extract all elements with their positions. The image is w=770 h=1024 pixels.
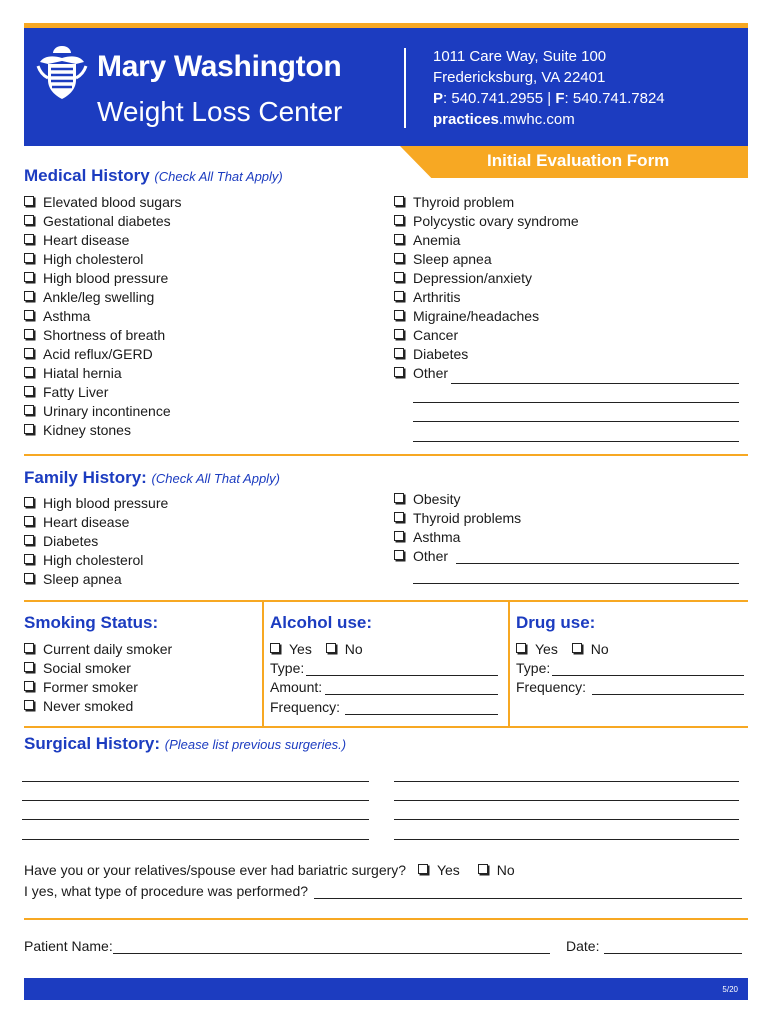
alcohol-type-label: Type:: [270, 660, 305, 676]
alcohol-amount-field[interactable]: [325, 694, 498, 695]
eagle-shield-logo-icon: [34, 42, 90, 104]
family-history-item[interactable]: [24, 494, 168, 513]
medical-history-label: Other: [413, 365, 449, 381]
medical-history-label: High blood pressure: [43, 270, 169, 286]
drug-frequency-label: Frequency:: [516, 679, 587, 695]
medical-history-label: Urinary incontinence: [43, 403, 171, 419]
surgical-history-title: [24, 734, 346, 754]
checkbox[interactable]: [24, 573, 34, 583]
family-history-label: Diabetes: [43, 533, 99, 549]
checkbox[interactable]: [24, 215, 34, 225]
alcohol-yes-label: Yes: [289, 641, 312, 657]
drug-type-field[interactable]: [552, 675, 744, 676]
family-history-item[interactable]: [394, 509, 521, 528]
checkbox[interactable]: [24, 386, 34, 396]
medical-history-item[interactable]: [394, 269, 579, 288]
medical-history-label: Diabetes: [413, 346, 469, 362]
surgery-entry-line[interactable]: [394, 839, 739, 840]
medical-history-label: Depression/anxiety: [413, 270, 533, 286]
section-divider: [24, 726, 748, 728]
checkbox[interactable]: [394, 272, 404, 282]
drug-type-label: Type:: [516, 660, 551, 676]
family-other-line-2[interactable]: [413, 583, 739, 584]
family-history-item[interactable]: [394, 490, 521, 509]
medical-history-label: Shortness of breath: [43, 327, 166, 343]
medical-history-label: Arthritis: [413, 289, 461, 305]
surgery-entry-line[interactable]: [22, 839, 369, 840]
medical-history-item[interactable]: [24, 364, 182, 383]
surgery-entry-line[interactable]: [394, 819, 739, 820]
medical-history-label: High cholesterol: [43, 251, 144, 267]
medical-history-label: Gestational diabetes: [43, 213, 171, 229]
medical-history-item[interactable]: [394, 288, 579, 307]
checkbox[interactable]: [394, 215, 404, 225]
medical-history-item[interactable]: [24, 383, 182, 402]
medical-history-label: Fatty Liver: [43, 384, 109, 400]
checkbox[interactable]: [394, 493, 404, 503]
other-line-4[interactable]: [413, 441, 739, 442]
medical-history-item[interactable]: [24, 269, 182, 288]
family-history-hint: (Check All That Apply): [151, 471, 280, 486]
column-divider: [508, 601, 510, 726]
surgery-entry-line[interactable]: [394, 781, 739, 782]
family-history-label: High cholesterol: [43, 552, 144, 568]
checkbox[interactable]: [394, 367, 404, 377]
checkbox[interactable]: [24, 196, 34, 206]
brand-subtitle: Weight Loss Center: [97, 96, 343, 127]
bariatric-question: Have you or your relatives/spouse ever had bariatric surgery?: [24, 862, 407, 878]
medical-history-item[interactable]: [24, 250, 182, 269]
medical-history-item[interactable]: [24, 421, 182, 440]
checkbox[interactable]: [24, 405, 34, 415]
surgical-history-hint: (Please list previous surgeries.): [164, 737, 347, 752]
medical-history-item[interactable]: [24, 212, 182, 231]
medical-history-item[interactable]: [394, 212, 579, 231]
drug-no-label: No: [590, 641, 609, 657]
family-history-item[interactable]: [24, 551, 168, 570]
bariatric-no-checkbox[interactable]: [478, 864, 488, 874]
date-field[interactable]: [604, 953, 742, 954]
checkbox[interactable]: [394, 291, 404, 301]
medical-history-item[interactable]: [394, 364, 579, 383]
family-history-label: Sleep apnea: [43, 571, 122, 587]
medical-history-label: Cancer: [413, 327, 459, 343]
family-history-title: [24, 468, 280, 488]
medical-history-item[interactable]: [394, 250, 579, 269]
checkbox[interactable]: [394, 310, 404, 320]
medical-history-label: Elevated blood sugars: [43, 194, 182, 210]
brand-name: Mary Washington: [97, 50, 342, 83]
checkbox[interactable]: [394, 512, 404, 522]
date-label: Date:: [566, 938, 600, 954]
medical-history-label: Asthma: [43, 308, 91, 324]
drug-yes-checkbox[interactable]: [516, 643, 526, 653]
family-history-label: Other: [413, 548, 449, 564]
medical-history-item[interactable]: [394, 193, 579, 212]
checkbox[interactable]: [24, 681, 34, 691]
medical-history-item[interactable]: [24, 402, 182, 421]
checkbox[interactable]: [394, 234, 404, 244]
drug-no-checkbox[interactable]: [572, 643, 582, 653]
checkbox[interactable]: [394, 253, 404, 263]
smoking-status-item[interactable]: [24, 697, 172, 716]
checkbox[interactable]: [24, 291, 34, 301]
family-history-item[interactable]: [394, 528, 521, 547]
patient-name-field[interactable]: [113, 953, 550, 954]
patient-name-label: Patient Name:: [24, 938, 113, 954]
alcohol-yes-no: [270, 640, 363, 659]
footer-bar: [24, 978, 748, 1000]
checkbox[interactable]: [24, 348, 34, 358]
medical-history-item[interactable]: [24, 307, 182, 326]
family-history-label: Heart disease: [43, 514, 130, 530]
drug-use-title: Drug use:: [516, 613, 596, 632]
checkbox[interactable]: [24, 234, 34, 244]
section-divider: [24, 918, 748, 920]
medical-history-item[interactable]: [394, 326, 579, 345]
medical-history-label: Acid reflux/GERD: [43, 346, 153, 362]
smoking-status-item[interactable]: [24, 659, 172, 678]
medical-history-item[interactable]: [394, 231, 579, 250]
family-history-left-list: [24, 494, 168, 589]
family-history-item[interactable]: [24, 513, 168, 532]
checkbox[interactable]: [394, 550, 404, 560]
family-history-item[interactable]: [24, 570, 168, 589]
section-divider: [24, 454, 748, 456]
checkbox[interactable]: [24, 253, 34, 263]
medical-history-label: Polycystic ovary syndrome: [413, 213, 579, 229]
alcohol-no-label: No: [344, 641, 363, 657]
medical-history-left-list: [24, 193, 182, 440]
medical-history-item[interactable]: [24, 231, 182, 250]
phone-fax-line: P: 540.741.2955 | F: 540.741.7824: [433, 90, 665, 107]
fax-label: F: [555, 90, 565, 107]
checkbox[interactable]: [394, 531, 404, 541]
alcohol-frequency-field[interactable]: [345, 714, 498, 715]
family-history-label: Thyroid problems: [413, 510, 522, 526]
address-line-2: Fredericksburg, VA 22401: [433, 69, 606, 86]
medical-history-item[interactable]: [394, 307, 579, 326]
medical-history-label: Hiatal hernia: [43, 365, 122, 381]
medical-history-heading: Medical History: [24, 166, 150, 185]
medical-history-label: Thyroid problem: [413, 194, 515, 210]
smoking-status-list: [24, 640, 172, 716]
surgery-entry-line[interactable]: [394, 800, 739, 801]
checkbox[interactable]: [24, 310, 34, 320]
surgery-entry-line[interactable]: [22, 819, 369, 820]
medical-history-item[interactable]: [394, 345, 579, 364]
bariatric-yes-checkbox[interactable]: [418, 864, 428, 874]
drug-frequency-field[interactable]: [592, 694, 744, 695]
fax-number: 540.741.7824: [572, 90, 665, 107]
checkbox[interactable]: [24, 554, 34, 564]
checkbox[interactable]: [24, 497, 34, 507]
bariatric-no-label: No: [496, 862, 515, 878]
checkbox[interactable]: [394, 196, 404, 206]
family-other-line[interactable]: [456, 563, 739, 564]
other-line[interactable]: [451, 383, 739, 384]
website: [433, 111, 575, 128]
smoking-status-label: Social smoker: [43, 660, 131, 676]
checkbox[interactable]: [24, 516, 34, 526]
header-banner: [24, 28, 748, 146]
bariatric-question-row: [24, 861, 515, 880]
surgery-entry-line[interactable]: [22, 800, 369, 801]
medical-history-label: Migraine/headaches: [413, 308, 540, 324]
page-number: 5/20: [722, 985, 738, 994]
smoking-status-label: Never smoked: [43, 698, 134, 714]
other-line-3[interactable]: [413, 421, 739, 422]
medical-history-label: Sleep apnea: [413, 251, 492, 267]
alcohol-frequency-label: Frequency:: [270, 699, 341, 715]
checkbox[interactable]: [24, 272, 34, 282]
checkbox[interactable]: [394, 348, 404, 358]
checkbox[interactable]: [24, 367, 34, 377]
checkbox[interactable]: [24, 424, 34, 434]
section-divider: [24, 600, 748, 602]
medical-history-title: [24, 166, 283, 186]
surgery-entry-line[interactable]: [22, 781, 369, 782]
checkbox[interactable]: [24, 700, 34, 710]
drug-yes-label: Yes: [535, 641, 558, 657]
alcohol-yes-checkbox[interactable]: [270, 643, 280, 653]
header-divider: [404, 48, 406, 128]
medical-history-item[interactable]: [24, 288, 182, 307]
checkbox[interactable]: [24, 329, 34, 339]
family-history-right-list: [394, 490, 521, 566]
surgical-history-heading: Surgical History:: [24, 734, 161, 753]
medical-history-label: Anemia: [413, 232, 461, 248]
medical-history-right-list: [394, 193, 579, 383]
smoking-status-title: Smoking Status:: [24, 613, 159, 632]
family-history-label: High blood pressure: [43, 495, 169, 511]
family-history-label: Asthma: [413, 529, 461, 545]
phone-number: 540.741.2955: [451, 90, 544, 107]
drug-yes-no: [516, 640, 609, 659]
bariatric-yes-label: Yes: [436, 862, 460, 878]
checkbox[interactable]: [24, 643, 34, 653]
website-rest: .mwhc.com: [498, 111, 575, 128]
medical-history-item[interactable]: [24, 193, 182, 212]
checkbox[interactable]: [24, 662, 34, 672]
smoking-status-label: Former smoker: [43, 679, 138, 695]
website-bold: practices: [433, 111, 499, 128]
medical-history-hint: (Check All That Apply): [154, 169, 283, 184]
alcohol-use-title: Alcohol use:: [270, 613, 373, 632]
column-divider: [262, 601, 264, 726]
family-history-heading: Family History:: [24, 468, 147, 487]
alcohol-type-field[interactable]: [306, 675, 498, 676]
medical-history-label: Heart disease: [43, 232, 130, 248]
checkbox[interactable]: [24, 535, 34, 545]
phone-label: P: [433, 90, 444, 107]
medical-history-item[interactable]: [24, 326, 182, 345]
alcohol-no-checkbox[interactable]: [326, 643, 336, 653]
family-history-item[interactable]: [24, 532, 168, 551]
procedure-label: I yes, what type of procedure was performed?: [24, 883, 309, 899]
checkbox[interactable]: [394, 329, 404, 339]
family-history-label: Obesity: [413, 491, 461, 507]
medical-history-label: Kidney stones: [43, 422, 131, 438]
alcohol-amount-label: Amount:: [270, 679, 323, 695]
smoking-status-item[interactable]: [24, 640, 172, 659]
form-title: Initial Evaluation Form: [487, 151, 670, 170]
medical-history-item[interactable]: [24, 345, 182, 364]
medical-history-label: Ankle/leg swelling: [43, 289, 155, 305]
smoking-status-label: Current daily smoker: [43, 641, 173, 657]
address-line-1: 1011 Care Way, Suite 100: [433, 48, 607, 65]
procedure-field[interactable]: [314, 898, 742, 899]
smoking-status-item[interactable]: [24, 678, 172, 697]
other-line-2[interactable]: [413, 402, 739, 403]
